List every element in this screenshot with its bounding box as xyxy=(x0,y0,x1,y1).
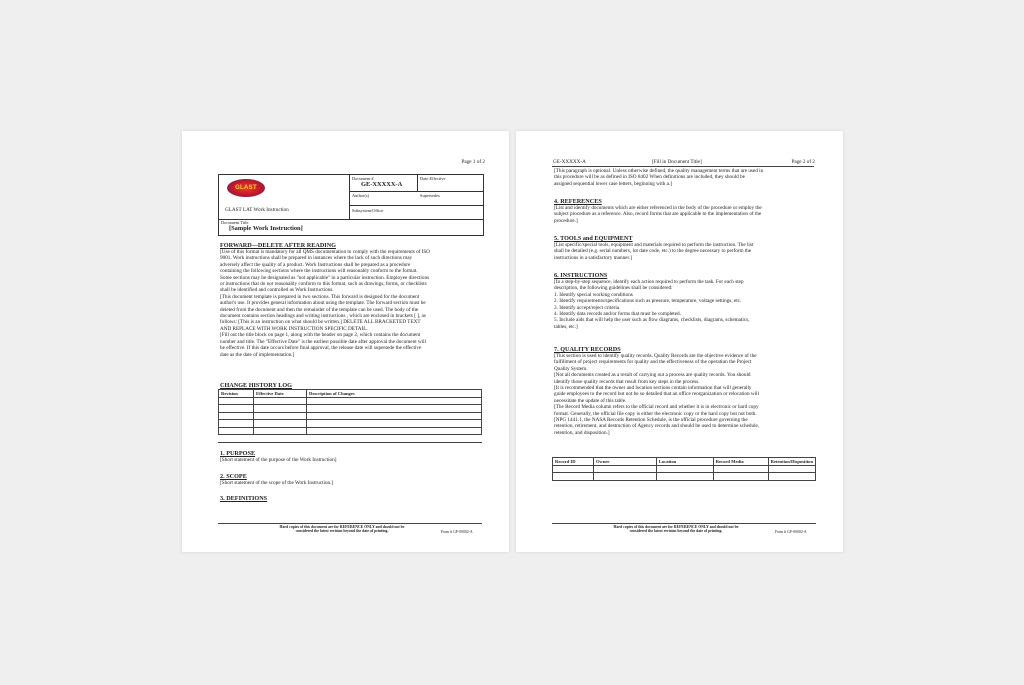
definitions-heading: 3. DEFINITIONS xyxy=(220,495,268,502)
change-history-table xyxy=(218,389,482,435)
subsystem-label: Subsystem/Office xyxy=(352,208,384,213)
document-no-label: Document # xyxy=(352,176,374,181)
text-line: 4. Identify data records and/or forms that must be completed. xyxy=(554,311,681,318)
purpose-body: [Short statement of the purpose of the Work Instruction] xyxy=(220,457,337,463)
text-line: 3. Identify accept/reject criteria xyxy=(554,304,620,311)
text-line: [In a step-by-step sequence, identify each action required to perform the task. For each step xyxy=(554,279,744,285)
table-cell xyxy=(254,427,307,435)
text-line: containing the following sections where the instructions will reasonably conform to the format. xyxy=(220,268,418,275)
text-line: necessitate the update of this table. xyxy=(554,397,627,404)
document-page-2 xyxy=(516,131,843,552)
table-cell xyxy=(768,465,815,473)
text-line: retention, retirement, and destruction of Agency records and should be used to determine schedule, xyxy=(554,423,760,430)
header-doc-number: GE-XXXXX-A xyxy=(553,159,586,165)
references-heading: 4. REFERENCES xyxy=(554,198,602,205)
table-cell xyxy=(307,412,482,420)
doc-title: [Sample Work Instruction] xyxy=(229,225,303,232)
column-header: Owner xyxy=(593,458,656,466)
table-cell xyxy=(307,420,482,428)
text-line: this procedure will be as defined in ISO 8402 When definitions are included, they should be xyxy=(554,174,745,181)
text-line: retention, and disposition.] xyxy=(554,429,610,436)
table-cell xyxy=(219,427,254,435)
column-header: Record Media xyxy=(713,458,768,466)
authors-label: Author(s) xyxy=(352,193,370,198)
table-cell xyxy=(254,412,307,420)
text-line: tables, etc.] xyxy=(554,323,578,330)
text-line: Some sections may be designated as "not applicable" in a particular instruction. Employee directions xyxy=(220,274,430,281)
instructions-body xyxy=(554,279,816,330)
table-cell xyxy=(307,427,482,435)
text-line: 5. Include aids that will help the user such as flow diagrams, checklists, diagrams, schematics, xyxy=(554,317,750,324)
tools-body xyxy=(554,242,816,261)
scope-heading: 2. SCOPE xyxy=(220,473,247,480)
table-cell xyxy=(219,420,254,428)
text-line: adversely affect the quality of a product. Work Instructions shall be prepared as a procedure xyxy=(220,261,411,268)
column-header: Record ID xyxy=(553,458,594,466)
table-cell xyxy=(656,465,713,473)
table-cell xyxy=(219,405,254,413)
doc-title-label: Document Title xyxy=(221,220,249,225)
text-line: [This paragraph is optional. Unless otherwise defined, the quality management terms that are used in xyxy=(554,168,764,174)
text-line: assigned sequential lower case letters, beginning with a.] xyxy=(554,180,672,187)
text-line: [The Record Media column refers to the official record and whether it is in electronic or hard copy xyxy=(554,404,759,411)
form-number-2: Form # GP-00002-A xyxy=(775,530,807,534)
header-page-number: Page 2 of 2 xyxy=(791,159,815,165)
column-header: Revision xyxy=(219,390,254,398)
references-body xyxy=(554,205,816,224)
table-cell xyxy=(593,465,656,473)
text-line: [List specific/special tools, equipment and materials required to perform the instruction. The list xyxy=(554,242,754,248)
text-line: fulfillment of project requirements for quality and the effectiveness of the operation the Project xyxy=(554,359,752,366)
scope-body: [Short statement of the scope of the Work Instruction.] xyxy=(220,480,334,486)
table-row xyxy=(219,412,482,420)
text-line: [Use of this format is mandatory for all QMS documentation to comply with the requirements of ISO xyxy=(220,249,431,255)
text-line: [Fill out the title block on page 1, along with the header on page 2, which contains the document xyxy=(220,332,421,339)
text-line: AND REPLACE WITH WORK INSTRUCTION SPECIFIC DETAIL. xyxy=(220,325,368,332)
footer-notice-2: Hard copies of this document are for REFERENCE ONLY and should not be considered the latest revision beyond the date of printing. xyxy=(613,525,739,534)
table-cell xyxy=(307,405,482,413)
text-line: procedure.] xyxy=(554,217,578,224)
page-number: Page 1 of 2 xyxy=(461,159,485,165)
change-log-heading: CHANGE HISTORY LOG xyxy=(220,382,292,389)
form-number: Form # GP-00002-A xyxy=(441,530,473,534)
text-line: or instructions that do not reasonably conform to this format, such as drawings, forms, or checklists xyxy=(220,281,427,288)
text-line: subject procedure as a reference. Also, record forms that are applicable to the implementation of the xyxy=(554,211,762,218)
text-line: shall be detailed (e.g. serial numbers, lot date code, etc.) to the degree necessary to perform the xyxy=(554,248,752,255)
table-row xyxy=(219,397,482,405)
text-line: format. Generally, the official file copy is either the electronic copy or the hard copy but not both. xyxy=(554,410,757,417)
text-line: [It is recommended that the owner and location sections contain information that will generally xyxy=(554,385,752,392)
text-line: shall be identified and controlled as Work Instructions. xyxy=(220,287,334,294)
table-cell xyxy=(553,473,594,481)
tools-heading: 5. TOOLS and EQUIPMENT xyxy=(554,235,633,242)
text-line: date as the date of implementation.] xyxy=(220,351,295,358)
table-cell xyxy=(254,405,307,413)
text-line: author's use. It provides general information about using the template. The forward section must be xyxy=(220,300,426,307)
text-line: number and title. The "Effective Date" is the earliest possible date after approval the document will xyxy=(220,338,426,345)
text-line: [This section is used to identify quality records. Quality Records are the objective evidence of the xyxy=(554,353,757,359)
table-row xyxy=(219,427,482,435)
text-line: guide employees to the record but not be so detailed that an office reorganization or relocation will xyxy=(554,391,759,398)
text-line: Quality System. xyxy=(554,365,588,372)
instructions-heading: 6. INSTRUCTIONS xyxy=(554,272,608,279)
document-page-1 xyxy=(182,131,509,552)
column-header: Retention/Disposition xyxy=(768,458,815,466)
table-row xyxy=(219,405,482,413)
table-row xyxy=(553,473,816,481)
text-line: description, the following guidelines shall be considered: xyxy=(554,285,673,292)
footer-notice: Hard copies of this document are for REFERENCE ONLY and should not be considered the latest revision beyond the date of printing. xyxy=(279,525,405,534)
table-row xyxy=(219,420,482,428)
table-cell xyxy=(593,473,656,481)
text-line: document contains section headings and writing instructions , which are enclosed in brackets [ ], as xyxy=(220,313,426,320)
records-body xyxy=(554,353,816,436)
supersedes-label: Supersedes xyxy=(420,193,440,198)
text-line: [Not all documents created as a result of carrying out a process are quality records. You should xyxy=(554,372,751,379)
text-line: identify those quality records that result from key steps in the process. xyxy=(554,378,700,385)
text-line: be effective. If this date occurs before final approval, the release date will supersede the effective xyxy=(220,345,422,352)
table-cell xyxy=(768,473,815,481)
table-cell xyxy=(656,473,713,481)
table-cell xyxy=(254,397,307,405)
purpose-heading: 1. PURPOSE xyxy=(220,450,256,457)
text-line: 9001. Work instructions shall be prepared in instances where the lack of such directions may xyxy=(220,255,413,262)
column-header: Description of Changes xyxy=(307,390,482,398)
column-header: Location xyxy=(656,458,713,466)
text-line: instructions in a satisfactory manner.] xyxy=(554,254,632,261)
forward-heading: FORWARD—DELETE AFTER READING xyxy=(220,242,336,249)
table-cell xyxy=(254,420,307,428)
table-cell xyxy=(219,412,254,420)
table-cell xyxy=(219,397,254,405)
glast-logo: GLAST xyxy=(227,179,265,197)
text-line: [NPG 1441.1, the NASA Records Retention Schedule, is the official procedure governing the xyxy=(554,417,748,424)
table-cell xyxy=(307,397,482,405)
table-cell xyxy=(713,465,768,473)
quality-records-table xyxy=(552,457,816,481)
definitions-body xyxy=(554,168,816,187)
forward-body xyxy=(220,249,486,358)
text-line: 2. Identify requirements/specifications such as pressure, temperature, voltage settings, etc. xyxy=(554,298,742,305)
table-cell xyxy=(713,473,768,481)
table-row xyxy=(553,465,816,473)
text-line: deleted from the document and then the remainder of the template can be used. The body of the xyxy=(220,306,419,313)
column-header: Effective Date xyxy=(254,390,307,398)
title-block xyxy=(218,174,484,236)
text-line: 1. Identify special working conditions xyxy=(554,291,633,298)
document-number: GE-XXXXX-A xyxy=(361,181,403,188)
text-line: [This document template is prepared in two sections. This forward is designed for the document xyxy=(220,293,420,300)
header-doc-title: [Fill in Document Title] xyxy=(652,159,702,165)
records-heading: 7. QUALITY RECORDS xyxy=(554,346,621,353)
table-cell xyxy=(553,465,594,473)
work-instruction-type: GLAST LAT Work Instruction xyxy=(225,207,289,213)
text-line: follows: [This is an instruction on what should be written.] DELETE ALL BRACKETED TEXT xyxy=(220,319,421,326)
date-effective-label: Date Effective xyxy=(420,176,446,181)
text-line: [List and identify documents which are either referenced in the body of the procedure or employ the xyxy=(554,205,762,211)
